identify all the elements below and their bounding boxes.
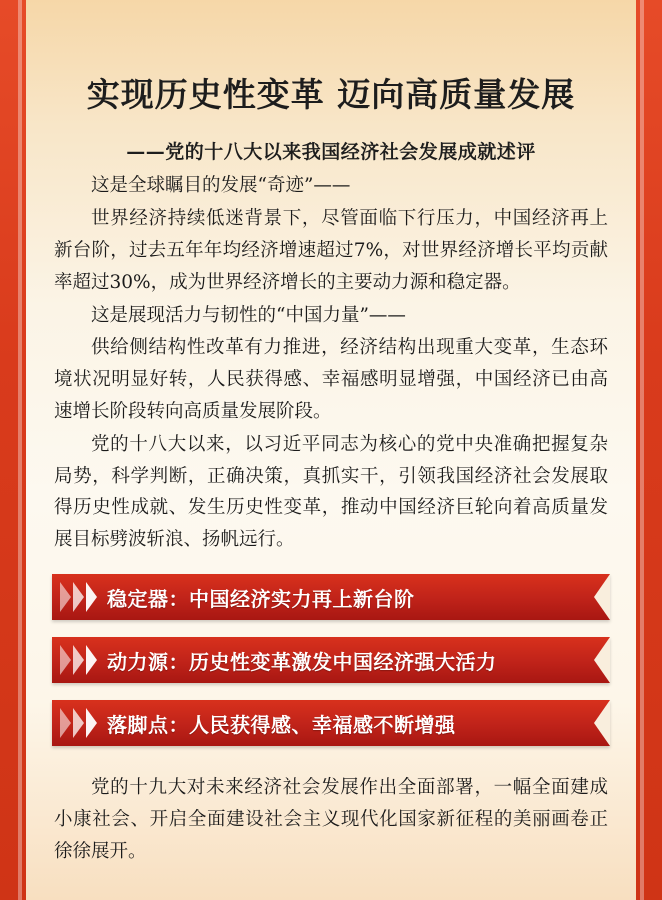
- banner-item-3: [52, 700, 610, 746]
- chevron-right-icon: [60, 708, 99, 738]
- right-decorative-bar: [636, 0, 662, 900]
- left-bar-highlight: [18, 0, 22, 900]
- page-subtitle: ——党的十八大以来我国经济社会发展成就述评: [126, 141, 536, 164]
- banner-label-1: 稳定器：中国经济实力再上新台阶: [107, 586, 415, 611]
- left-decorative-bar: [0, 0, 26, 900]
- closing-paragraph: 党的十九大对未来经济社会发展作出全面部署，一幅全面建成小康社会、开启全面建设社会主义现代化国家新征程的美丽画卷正徐徐展开。: [54, 777, 608, 862]
- chevron-right-icon: [60, 582, 99, 612]
- banner-item-2: [52, 637, 610, 683]
- banner-label-3: 落脚点：人民获得感、幸福感不断增强: [107, 712, 456, 737]
- banner-label-2: 动力源：历史性变革激发中国经济强大活力: [107, 649, 497, 674]
- banner-item-1: [52, 574, 610, 620]
- banner-list: [50, 574, 612, 746]
- paragraph-5: 党的十八大以来，以习近平同志为核心的党中央准确把握复杂局势，科学判断，正确决策，真抓实干，引领我国经济社会发展取得历史性成就、发生历史性变革，推动中国经济巨轮向着高质量发展目标劈波斩浪、扬帆远行。: [54, 433, 608, 551]
- paragraph-3: 这是展现活力与韧性的“中国力量”——: [91, 304, 406, 326]
- paragraph-1: 这是全球瞩目的发展“奇迹”——: [91, 175, 351, 197]
- paragraph-4: 供给侧结构性改革有力推进，经济结构出现重大变革，生态环境状况明显好转，人民获得感、幸福感明显增强，中国经济已由高速增长阶段转向高质量发展阶段。: [54, 337, 608, 422]
- right-bar-highlight: [640, 0, 644, 900]
- paragraph-2: 世界经济持续低迷背景下，尽管面临下行压力，中国经济再上新台阶，过去五年年均经济增速超过7%，对世界经济增长平均贡献率超过30%，成为世界经济增长的主要动力源和稳定器。: [54, 208, 608, 293]
- chevron-right-icon: [60, 645, 99, 675]
- article-content: [26, 0, 636, 900]
- page-title: 实现历史性变革 迈向高质量发展: [86, 75, 576, 114]
